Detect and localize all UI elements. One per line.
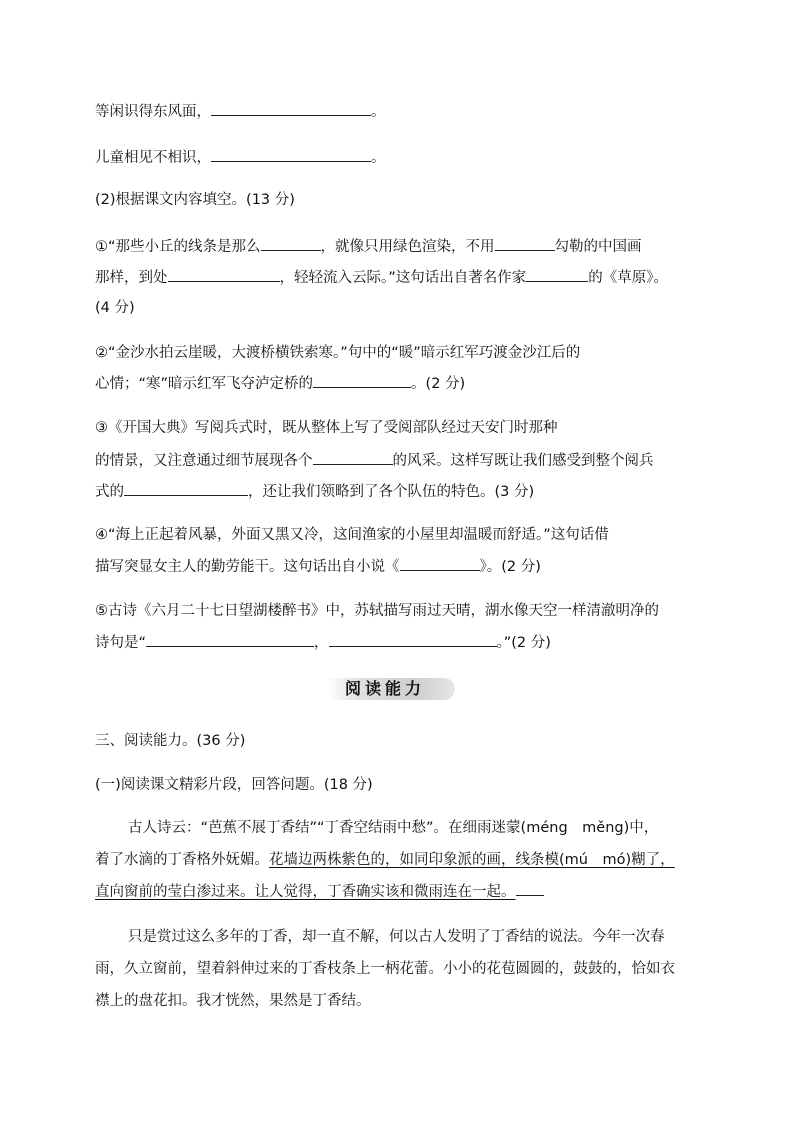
section-3-heading: 三、阅读能力。(36 分) bbox=[95, 733, 246, 749]
item-3-text: ，还让我们领略到了各个队伍的特色。(3 分) bbox=[248, 484, 535, 500]
passage-p1-line-3 bbox=[95, 881, 544, 902]
poem-line-2-end: 。 bbox=[371, 150, 386, 166]
passage-p1-line-2 bbox=[95, 850, 675, 870]
answer-blank[interactable] bbox=[495, 236, 555, 251]
item-3-text: 的情景，又注意通过细节展现各个 bbox=[95, 453, 313, 469]
answer-blank[interactable] bbox=[124, 481, 248, 496]
passage-underlined-text: 让人觉得，丁香确实该和微雨连在一起。 bbox=[254, 884, 516, 900]
answer-blank[interactable] bbox=[329, 632, 497, 647]
poem-line-1-text: 等闲识得东风面， bbox=[95, 104, 211, 120]
item-2-text: 。(2 分) bbox=[411, 376, 466, 392]
answer-blank[interactable] bbox=[168, 267, 280, 282]
item-5-text: 。”(2 分) bbox=[496, 635, 551, 651]
passage-p2-line-1: 只是赏过这么多年的丁香，却一直不解，何以古人发明了丁香结的说法。今年一次春 bbox=[128, 929, 665, 945]
item-4-text: 描写突显女主人的勤劳能干。这句话出自小说《 bbox=[95, 559, 400, 575]
underline-tail bbox=[516, 881, 544, 896]
item-1-text: 勾勒的中国画 bbox=[554, 239, 642, 255]
subsection-1-heading: (一)阅读课文精彩片段，回答问题。(18 分) bbox=[95, 777, 373, 793]
section-banner bbox=[327, 678, 455, 700]
answer-blank[interactable] bbox=[211, 101, 371, 116]
item-1-text: 的《草原》。 bbox=[588, 270, 669, 286]
item-3-line-3 bbox=[95, 481, 534, 502]
answer-blank[interactable] bbox=[261, 236, 321, 251]
item-3-line-1: ③《开国大典》写阅兵式时，既从整体上写了受阅部队经过天安门时那种 bbox=[95, 420, 558, 436]
item-1-text: ，就像只用绿色渲染，不用 bbox=[320, 239, 495, 255]
answer-blank[interactable] bbox=[211, 147, 371, 162]
item-5-text: 诗句是“ bbox=[95, 635, 147, 651]
item-1-text: ，轻轻流入云际。”这句话出自著名作家 bbox=[279, 270, 527, 286]
poem-line-1 bbox=[95, 101, 386, 122]
answer-blank[interactable] bbox=[146, 632, 314, 647]
answer-blank[interactable] bbox=[313, 450, 393, 465]
passage-p2-line-3: 襟上的盘花扣。我才恍然，果然是丁香结。 bbox=[95, 993, 371, 1009]
passage-p2-line-2: 雨，久立窗前，望着斜伸过来的丁香枝条上一柄花蕾。小小的花苞圆圆的，鼓鼓的，恰如衣 bbox=[95, 961, 675, 977]
answer-blank[interactable] bbox=[313, 373, 411, 388]
item-1-score: (4 分) bbox=[95, 300, 135, 316]
item-5-line-1: ⑤古诗《六月二十七日望湖楼醉书》中，苏轼描写雨过天晴，湖水像天空一样清澈明净的 bbox=[95, 603, 659, 619]
poem-line-1-end: 。 bbox=[371, 104, 386, 120]
item-1-line-2 bbox=[95, 267, 668, 288]
poem-line-2 bbox=[95, 147, 386, 168]
answer-blank[interactable] bbox=[400, 556, 480, 571]
poem-line-2-text: 儿童相见不相识， bbox=[95, 150, 211, 166]
item-2-text: 心情；“寒”暗示红军飞夺泸定桥的 bbox=[95, 376, 314, 392]
passage-p1-line-1: 古人诗云：“芭蕉不展丁香结”“丁香空结雨中愁”。在细雨迷蒙(méng měng)中， bbox=[128, 820, 659, 836]
passage-text: 着了水滴的丁香格外妩媚。 bbox=[95, 852, 269, 868]
item-4-line-1: ④“海上正起着风暴，外面又黑又冷，这间渔家的小屋里却温暖而舒适。”这句话借 bbox=[95, 527, 609, 543]
item-2-line-1: ②“金沙水拍云崖暖，大渡桥横铁索寒。”句中的“暖”暗示红军巧渡金沙江后的 bbox=[95, 345, 581, 361]
item-1-text: 那样，到处 bbox=[95, 270, 168, 286]
passage-underlined-text: 直向窗前的莹白渗过来。 bbox=[95, 884, 255, 900]
item-1-line-1 bbox=[95, 236, 642, 257]
item-3-text: 式的 bbox=[95, 484, 124, 500]
passage-underlined-text: 花墙边两株紫色的，如同印象派的画，线条模(mú mó)糊了， bbox=[269, 852, 675, 868]
item-4-text: 》。(2 分) bbox=[479, 559, 541, 575]
item-5-line-2 bbox=[95, 632, 551, 653]
item-3-text: 的风采。这样写既让我们感受到整个阅兵 bbox=[392, 453, 654, 469]
question-2-heading: (2)根据课文内容填空。(13 分) bbox=[95, 192, 295, 208]
item-2-line-2 bbox=[95, 373, 465, 394]
item-1-text: ①“那些小丘的线条是那么 bbox=[95, 239, 261, 255]
item-4-line-2 bbox=[95, 556, 541, 577]
section-banner-title: 阅读能力 bbox=[345, 679, 426, 698]
item-5-text: ， bbox=[314, 635, 329, 651]
answer-blank[interactable] bbox=[526, 267, 588, 282]
item-3-line-2 bbox=[95, 450, 654, 471]
